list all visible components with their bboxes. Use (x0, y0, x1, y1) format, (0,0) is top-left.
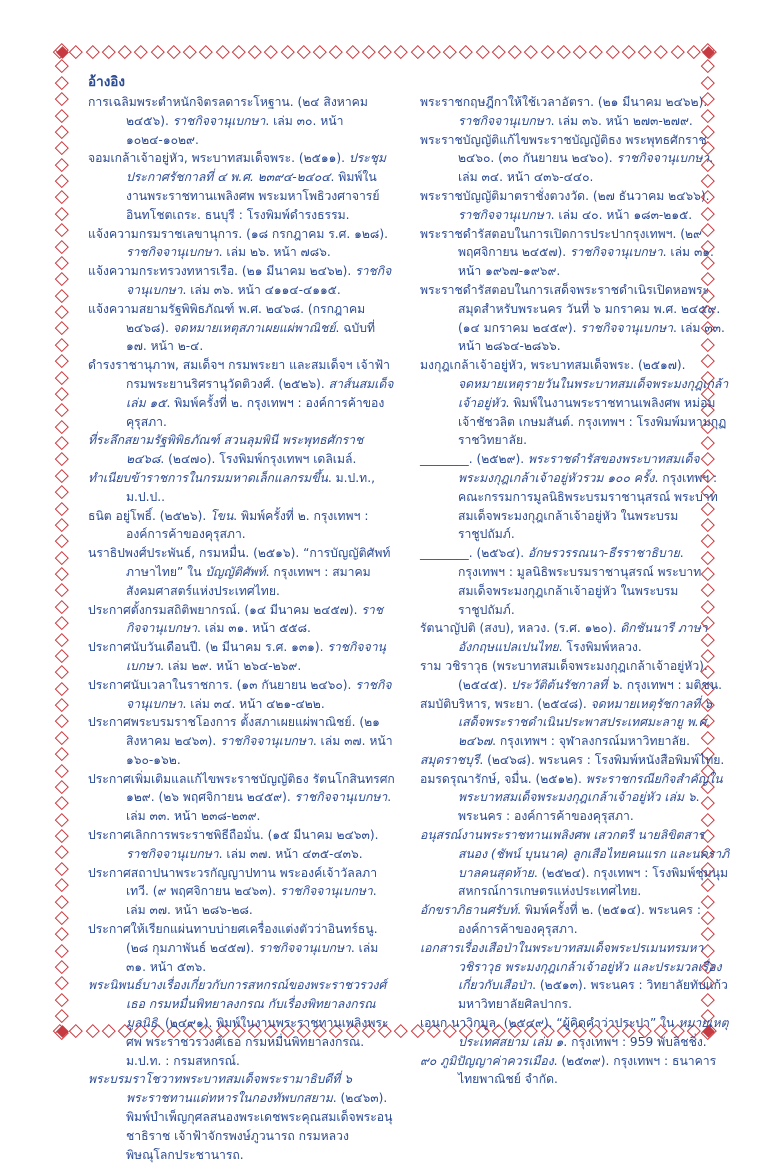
border-diamond (55, 420, 69, 434)
reference-entry-right-17 (420, 1014, 732, 1052)
border-diamond (55, 92, 69, 106)
reference-text: สมบัติบริหาร, พระยา. (๒๕๔๘). (420, 696, 591, 711)
reference-entry-right-12 (420, 751, 732, 770)
reference-text: . (๒๕๑๓). พระนคร : วิทยาลัยทับแก้ว มหาวิทยาลัยศิลปากร. (458, 978, 728, 1012)
reference-entry-right-4 (420, 225, 732, 281)
reference-text: รัตนาญัปติ (สงบ), หลวง. (ร.ศ. ๑๒๐). (420, 621, 621, 636)
reference-text: . โรงพิมพ์หลวง. (558, 640, 642, 655)
border-diamond (508, 45, 522, 59)
reference-text: พระราชดำรัสตอบในการเปิดการประปากรุงเทพฯ. (๒๙ พฤศจิกายน ๒๔๕๗). (420, 226, 702, 260)
reference-entry-right-16 (420, 939, 732, 1014)
border-diamond (524, 45, 538, 59)
reference-entry-right-10 (420, 657, 732, 695)
border-diamond (55, 747, 69, 761)
border-diamond (232, 45, 246, 59)
border-diamond (297, 45, 311, 59)
border-diamond (55, 649, 69, 663)
border-diamond (55, 682, 69, 696)
border-diamond (264, 45, 278, 59)
reference-text: . กรุงเทพฯ : มติชน. (618, 677, 722, 692)
reference-text: . เล่ม ๓๔. หน้า ๔๓๖-๔๔๐. (458, 151, 714, 185)
border-diamond (411, 45, 425, 59)
border-diamond (492, 45, 506, 59)
reference-entry-right-7 (420, 450, 732, 544)
reference-title-text: อนุสรณ์งานพระราชทานเพลิงศพ เสวกตรี นายลิขิตสารสนอง (ชัพน์ บุนนาค) ลูกเสือไทยคนแรก และนคราภิบาลคนสุดท้าย (420, 828, 730, 880)
border-diamond (701, 76, 715, 90)
border-diamond (55, 993, 69, 1007)
reference-text: มงกุฎเกล้าเจ้าอยู่หัว, พระบาทสมเด็จพระ. (๒๕๑๗). (420, 358, 686, 373)
border-diamond (557, 45, 571, 59)
reference-entry-right-15 (420, 901, 732, 939)
reference-title-text: ราชกิจจานุเบกษา (126, 264, 392, 297)
border-diamond (55, 436, 69, 450)
reference-title-text: ราชกิจจานุเบกษา (126, 245, 219, 260)
reference-text: . เล่ม ๓๗. หน้า ๔๓๕-๔๓๖. (218, 846, 363, 861)
reference-title-text: โขน (210, 508, 234, 523)
reference-title-text: พระราชกรณียกิจสำคัญในพระบาทสมเด็จพระมงกุฎเกล้าเจ้าอยู่หัว เล่ม ๖ (458, 771, 723, 805)
reference-text: ประกาศนับเวลาในราชการ. (๑๓ กันยายน ๒๔๖๐). (88, 677, 356, 692)
reference-entry-left-15 (88, 770, 396, 826)
reference-entry-left-1 (88, 93, 396, 149)
reference-text: . เล่ม ๔๐. หน้า ๑๘๓-๒๑๕. (550, 207, 693, 222)
reference-text: . ฉบับที่ ๑๗. หน้า ๒-๔. (126, 320, 376, 354)
border-diamond (701, 59, 715, 73)
reference-title-text: พระราชดำรัสของพระบาทสมเด็จพระมงกุฎเกล้าเจ้าอยู่หัวรวม ๑๐๐ ครั้ง (458, 452, 700, 485)
border-diamond (55, 976, 69, 990)
reference-title-text: จดหมายเหตุสภาเผยแผ่พาณิชย์ (172, 320, 336, 335)
border-diamond (55, 240, 69, 254)
reference-text: . เล่ม ๓๖. หน้า ๒๗๓-๒๗๙. (550, 113, 693, 128)
border-diamond (134, 45, 148, 59)
border-diamond (55, 927, 69, 941)
border-diamond (55, 583, 69, 597)
reference-entry-left-20 (88, 1070, 396, 1164)
reference-entry-right-8 (420, 544, 732, 619)
reference-title-text: ราชกิจจานุเบกษา (172, 113, 266, 128)
reference-title-text: ราชกิจจานุเบกษา (126, 677, 392, 711)
reference-entry-left-6 (88, 356, 396, 431)
reference-text: ________. (๒๕๖๔). (420, 546, 528, 561)
border-diamond (671, 45, 685, 59)
reference-text: นราธิปพงศ์ประพันธ์, กรมหมื่น. (๒๕๑๖). “การบัญญัติศัพท์ภาษาไทย” ใน (88, 546, 391, 579)
border-diamond (55, 845, 69, 859)
border-diamond (69, 45, 83, 59)
reference-text: การเฉลิมพระตำหนักจิตรลดาระโหฐาน. (๒๔ สิงหาคม ๒๔๕๖). (88, 95, 368, 128)
reference-title-text: ดิกชันนารี ภาษาอังกฤษแปลเปนไทย (458, 621, 708, 655)
reference-text: . พิมพ์ครั้งที่ ๒. (๒๕๑๔). พระนคร : องค์การค้าของคุรุสภา. (458, 903, 701, 937)
border-diamond (476, 45, 490, 59)
reference-text: . ม.ป.ท., ม.ป.ป.. (126, 470, 375, 504)
reference-text: . กรุงเทพฯ : คณะกรรมการมูลนิธิพระบรมราชานุสรณ์ พระบาทสมเด็จพระมงกุฎเกล้าเจ้าอยู่หัว ในพระบรมราชูปถัมภ์. (458, 470, 718, 542)
border-diamond (606, 45, 620, 59)
border-diamond (55, 960, 69, 974)
reference-text: ประกาศตั้งกรมสถิติพยากรณ์. (๑๔ มีนาคม ๒๔๕๗). (88, 602, 362, 617)
border-diamond (55, 289, 69, 303)
reference-title-text: ๙๐ ภูมิปัญญาค่าควรเมือง (420, 1053, 554, 1068)
border-diamond (313, 45, 327, 59)
reference-text: เอนก นาวิกมูล. (๒๕๔๙). “ผู้คิดคำว่าประปา” ใน (420, 1016, 679, 1031)
border-diamond (55, 567, 69, 581)
border-diamond (55, 895, 69, 909)
border-diamond (55, 534, 69, 548)
reference-text: . กรุงเทพฯ : มูลนิธิพระบรมราชานุสรณ์ พระบาทสมเด็จพระมงกุฎเกล้าเจ้าอยู่หัว ในพระบรมราชูปถัมภ์. (458, 546, 702, 617)
reference-title-text: จดหมายเหตุรัชกาลที่ ๖ เสด็จพระราชดำเนินประพาสประเทศมะลายู พ.ศ. ๒๔๖๗ (458, 696, 712, 749)
border-diamond (55, 813, 69, 827)
reference-entry-left-13 (88, 676, 396, 714)
reference-title-text: จดหมายเหตุรายวันในพระบาทสมเด็จพระมงกุฎเกล้าเจ้าอยู่หัว (458, 376, 729, 410)
reference-entry-left-11 (88, 601, 396, 639)
reference-text: . กรุงเทพฯ : จุฬาลงกรณ์มหาวิทยาลัย. (492, 734, 690, 749)
reference-entry-left-7 (88, 431, 396, 469)
border-diamond (69, 1024, 83, 1038)
reference-entry-left-3 (88, 225, 396, 263)
border-diamond (55, 403, 69, 417)
reference-entry-left-9 (88, 507, 396, 545)
reference-title-text: เอกสารเรื่องเสือป่าในพระบาทสมเด็จพระปรเมนทรมหาวชิราวุธ พระมงกุฎเกล้าเจ้าอยู่หัว และประมวลเรื่องเกี่ยวกับเสือป่า (420, 940, 722, 993)
reference-title-text: พระนิพนธ์บางเรื่องเกี่ยวกับการสหกรณ์ของพระราชวรวงศ์เธอ กรมหมื่นพิทยาลงกรณ กับเรื่องพิทยาลงกรณมูลนิธิ (88, 978, 387, 1031)
reference-text: ประกาศพระบรมราชโองการ ตั้งสภาเผยแผ่พาณิชย์. (๒๑ สิงหาคม ๒๔๖๓). (88, 715, 380, 749)
border-diamond (55, 764, 69, 778)
reference-title-text: ที่ระลึกสยามรัฐพิพิธภัณฑ์ สวนลุมพินี พระพุทธศักราช ๒๔๖๘ (88, 433, 364, 467)
border-left (55, 45, 69, 1038)
reference-text: ประกาศให้เรียกแผ่นทาบบ่ายศเครื่องแต่งตัวว่าอินทร์ธนู. (๒๘ กุมภาพันธ์ ๒๔๕๗). (88, 922, 378, 955)
border-diamond (55, 911, 69, 925)
border-diamond (102, 45, 116, 59)
reference-title-text: ราชกิจจานุเบกษา (126, 846, 219, 861)
border-diamond (346, 45, 360, 59)
reference-entry-left-18 (88, 920, 396, 976)
border-diamond (55, 109, 69, 123)
reference-text: . (๒๕๒๔). กรุงเทพฯ : โรงพิมพ์ชุมนุมสหกรณ์การเกษตรแห่งประเทศไทย. (458, 865, 729, 899)
reference-title-text: ราชกิจจานุเบกษา (126, 640, 386, 673)
reference-text: . เล่ม ๓๑. หน้า ๕๕๘. (197, 621, 311, 636)
reference-text: . พิมพ์ครั้งที่ ๒. กรุงเทพฯ : องค์การค้าของคุรุสภา. (126, 508, 369, 542)
reference-entry-left-14 (88, 713, 396, 769)
reference-text: . พิมพ์ครั้งที่ ๒. กรุงเทพฯ : องค์การค้าของคุรุสภา. (126, 395, 385, 429)
reference-title-text: ราชกิจจานุเบกษา (458, 207, 551, 222)
border-diamond (55, 796, 69, 810)
reference-title-text: ราชกิจจานุเบกษา (280, 884, 373, 899)
border-diamond (55, 305, 69, 319)
reference-text: . (๒๔๗๐). โรงพิมพ์กรุงเทพฯ เดลิเมล์. (160, 452, 357, 467)
reference-title-text: ทำเนียบข้าราชการในกรมมหาดเล็กแลกรมขึ้น (88, 470, 328, 485)
border-diamond (167, 45, 181, 59)
reference-text: . พิมพ์ในงานพระราชทานเพลิงศพ หม่อมเจ้าชัชวลิต เกษมสันต์. กรุงเทพฯ : โรงพิมพ์มหามกุฏราชวิทยาลัย. (458, 395, 727, 448)
border-diamond (654, 45, 668, 59)
reference-entry-right-18 (420, 1052, 732, 1090)
reference-title-text: สมุดราชบุรี (420, 752, 480, 767)
border-diamond (199, 45, 213, 59)
border-diamond (55, 469, 69, 483)
reference-text: ประกาศเพิ่มเติมแลแก้ไขพระราชบัญญัติธง รัตนโกสินทรศก ๑๒๙. (๒๖ พฤศจิกายน ๒๔๕๙). (88, 771, 395, 805)
reference-text: ดำรงราชานุภาพ, สมเด็จฯ กรมพระยา และสมเด็จฯ เจ้าฟ้า กรมพระยานริศรานุวัดติวงศ์. (๒๕๒๖). (88, 358, 391, 391)
reference-entry-left-16 (88, 826, 396, 864)
reference-list-left (88, 93, 396, 1164)
reference-entry-right-14 (420, 826, 732, 901)
border-diamond (55, 829, 69, 843)
reference-text: . พิมพ์ในงานพระราชทานเพลิงศพ พระมหาโพธิวงศาจารย์ อินทโชตเถระ. ธนบุรี : โรงพิมพ์ดำรงธรรม. (126, 170, 380, 222)
reference-title-text: บัญญัติศัพท์ (205, 564, 266, 579)
border-diamond (151, 45, 165, 59)
border-top (55, 45, 715, 59)
border-diamond (55, 59, 69, 73)
reference-title-text: พระบรมราโชวาทพระบาทสมเด็จพระรามาธิบดีที่ ๖ พระราชทานแด่ทหารในกองทัพบกสยาม (88, 1072, 352, 1106)
border-diamond (459, 45, 473, 59)
reference-list-right (420, 93, 732, 1089)
reference-text: . พระนคร : องค์การค้าของคุรุสภา. (458, 790, 700, 824)
reference-text: ประกาศเลิกการพระราชพิธีถือมั่น. (๑๕ มีนาคม ๒๔๖๓). (88, 828, 379, 843)
reference-entry-right-9 (420, 619, 732, 657)
border-diamond (622, 45, 636, 59)
reference-text: ประกาศสถาปนาพระวรกัญญาปทาน พระองค์เจ้าวัลลภาเทวี. (๙ พฤศจิกายน ๒๔๖๓). (88, 865, 378, 899)
border-diamond (55, 272, 69, 286)
reference-text: พระราชบัญญัติแก้ไขพระราชบัญญัติธง พระพุทธศักราช ๒๔๖๐. (๓๐ กันยายน ๒๔๖๐). (420, 132, 707, 166)
reference-entry-right-6 (420, 356, 732, 450)
page-title: อ้างอิง (88, 74, 125, 90)
reference-text: . กรุงเทพฯ : สมาคมสังคมศาสตร์แห่งประเทศไทย. (126, 564, 371, 598)
reference-entry-right-11 (420, 695, 732, 751)
reference-text: ราม วชิราวุธ (พระบาทสมเด็จพระมงกุฎเกล้าเจ้าอยู่หัว). (๒๕๔๕). (420, 658, 708, 692)
reference-title-text: อักษรวรรณนา-ธีรราชาธิบาย (527, 546, 680, 561)
border-diamond (55, 174, 69, 188)
border-diamond (55, 518, 69, 532)
border-diamond (55, 862, 69, 876)
reference-entry-right-5 (420, 281, 732, 356)
border-diamond (55, 633, 69, 647)
border-diamond (55, 256, 69, 270)
reference-text: . เล่ม ๓๗. หน้า ๒๘๖-๒๘. (126, 884, 377, 918)
reference-entry-left-4 (88, 262, 396, 300)
reference-text: . เล่ม ๓๓. หน้า ๒๓๘-๒๓๙. (126, 790, 392, 824)
reference-entry-right-13 (420, 770, 732, 826)
border-diamond (55, 600, 69, 614)
reference-entry-left-12 (88, 638, 396, 676)
reference-entry-left-10 (88, 544, 396, 600)
reference-title-text: ราชกิจจานุเบกษา (616, 151, 710, 166)
border-diamond (55, 207, 69, 221)
border-diamond (55, 698, 69, 712)
reference-text: . เล่ม ๓๐. หน้า ๑๐๒๔-๑๐๒๙. (126, 113, 344, 147)
reference-title-text: ประชุมประกาศรัชกาลที่ ๔ พ.ศ. ๒๓๙๔-๒๔๐๔ (126, 151, 387, 185)
reference-title-text: สาส์นสมเด็จ เล่ม ๑๕ (126, 376, 394, 410)
reference-entry-left-8 (88, 469, 396, 507)
border-diamond (55, 321, 69, 335)
reference-entry-right-2 (420, 131, 732, 187)
reference-title-text: ราชกิจจานุเบกษา (294, 790, 388, 805)
reference-entry-right-1 (420, 93, 732, 131)
border-diamond (638, 45, 652, 59)
reference-text: พระราชบัญญัติมาตราชั่งตวงวัด. (๒๗ ธันวาคม ๒๔๖๖). (420, 188, 710, 203)
border-diamond (55, 1009, 69, 1023)
reference-text: ธนิต อยู่โพธิ์. (๒๕๒๖). (88, 508, 211, 523)
border-diamond (281, 45, 295, 59)
reference-entry-left-5 (88, 300, 396, 356)
reference-title-text: ราชกิจจานุเบกษา (220, 734, 313, 749)
reference-text: . เล่ม ๓๖. หน้า ๔๑๑๔-๔๑๑๕. (182, 282, 341, 297)
reference-text: ________. (๒๕๒๙). (420, 452, 528, 467)
reference-text: . (๒๔๖๘). พระนคร : โรงพิมพ์หนังสือพิมพ์ไทย. (479, 752, 725, 767)
reference-title-text: ราชกิจจานุเบกษา (580, 320, 674, 335)
reference-text: . เล่ม ๓๑. หน้า ๑๙๖๗-๑๙๖๙. (458, 245, 714, 279)
border-diamond (394, 45, 408, 59)
border-diamond (687, 45, 701, 59)
reference-title-text: ราชกิจจานุเบกษา (570, 245, 663, 260)
border-diamond (589, 45, 603, 59)
reference-title-text: ราชกิจจานุเบกษา (126, 602, 384, 636)
border-diamond (55, 371, 69, 385)
border-diamond (55, 485, 69, 499)
reference-entry-right-3 (420, 187, 732, 225)
reference-title-text: หมายเหตุประเทศสยาม เล่ม ๑ (458, 1016, 729, 1049)
reference-text: อมรดรุณารักษ์, จมื่น. (๒๕๑๒). (420, 771, 586, 786)
border-diamond (55, 944, 69, 958)
reference-text: ประกาศนับวันเดือนปี. (๒ มีนาคม ร.ศ. ๑๓๑). (88, 640, 328, 655)
reference-text: . เล่ม ๓๑. หน้า ๕๓๖. (126, 940, 379, 974)
reference-text: แจ้งความกรมราชเลขานุการ. (๑๘ กรกฎาคม ร.ศ. ๑๒๘). (88, 226, 388, 241)
reference-text: . (๒๔๖๓). พิมพ์บำเพ็ญกุศลสนองพระเดชพระคุณสมเด็จพระอนุชาธิราช เจ้าฟ้าจักรพงษ์ภูวนารถ กรมหลวงพิษณุโลกประชานารถ. (126, 1091, 393, 1162)
border-diamond (573, 45, 587, 59)
reference-text: . เล่ม ๒๙. หน้า ๒๖๔-๒๖๙. (160, 658, 302, 673)
reference-entry-left-19 (88, 976, 396, 1070)
border-diamond (55, 551, 69, 565)
border-diamond (55, 141, 69, 155)
reference-text: . กรุงเทพฯ : 959 พับลิชชิ่ง. (563, 1034, 707, 1049)
reference-text: แจ้งความกระทรวงทหารเรือ. (๒๑ มีนาคม ๒๔๖๒). (88, 264, 356, 279)
reference-entry-left-2 (88, 149, 396, 224)
reference-text: . (๒๕๓๙). กรุงเทพฯ : ธนาคารไทยพาณิชย์ จำกัด. (458, 1053, 717, 1087)
reference-title-text: ราชกิจจานุเบกษา (258, 940, 351, 955)
reference-text: แจ้งความสยามรัฐพิพิธภัณฑ์ พ.ศ. ๒๔๖๘. (กรกฎาคม ๒๔๖๘). (88, 301, 366, 335)
border-diamond (55, 452, 69, 466)
border-diamond (55, 158, 69, 172)
border-diamond (118, 45, 132, 59)
border-diamond (248, 45, 262, 59)
border-diamond (183, 45, 197, 59)
border-diamond (55, 76, 69, 90)
border-diamond (55, 878, 69, 892)
border-diamond (541, 45, 555, 59)
border-diamond (55, 780, 69, 794)
border-diamond (55, 502, 69, 516)
reference-text: พระราชดำรัสตอบในการเสด็จพระราชดำเนิรเปิดหอพระสมุดสำหรับพระนคร วันที่ ๖ มกราคม พ.ศ. ๒๔๕๙. (๑๔ มกราคม ๒๔๕๙). (420, 282, 721, 335)
border-diamond (55, 731, 69, 745)
reference-title-text: ประวัติต้นรัชกาลที่ ๖ (510, 677, 619, 692)
border-diamond (329, 45, 343, 59)
border-diamond (394, 1024, 408, 1038)
reference-text: จอมเกล้าเจ้าอยู่หัว, พระบาทสมเด็จพระ. (๒๕๑๑). (88, 151, 349, 166)
reference-entry-left-17 (88, 864, 396, 920)
border-diamond (55, 616, 69, 630)
border-diamond (443, 45, 457, 59)
reference-title-text: อักขราภิธานศรับท์ (420, 903, 518, 918)
border-diamond (55, 190, 69, 204)
border-diamond (362, 45, 376, 59)
border-diamond (55, 665, 69, 679)
border-diamond (55, 223, 69, 237)
border-diamond (55, 338, 69, 352)
reference-title-text: ราชกิจจานุเบกษา (458, 113, 551, 128)
reference-text: . เล่ม ๓๔. หน้า ๔๒๑-๔๒๒. (182, 696, 325, 711)
reference-text: . (๒๔๙๑). พิมพ์ในงานพระราชทานเพลิงพระศพ พระราชวรวงศ์เธอ กรมหมื่นพิทยาลงกรณ. ม.ป.ท. : กรมสหกรณ์. (126, 1016, 389, 1068)
border-diamond (86, 45, 100, 59)
reference-text: พระราชกฤษฎีกาให้ใช้เวลาอัตรา. (๒๑ มีนาคม ๒๔๖๒). (420, 95, 708, 109)
border-diamond (55, 387, 69, 401)
reference-text: . เล่ม ๓๓. หน้า ๒๘๖๔-๒๘๖๖. (458, 320, 725, 354)
border-diamond (378, 45, 392, 59)
border-diamond (216, 45, 230, 59)
reference-text: . เล่ม ๒๖. หน้า ๗๘๖. (218, 245, 331, 260)
reference-text: . เล่ม ๓๗. หน้า ๑๖๐-๑๖๒. (126, 734, 393, 767)
border-diamond (55, 125, 69, 139)
border-diamond (427, 45, 441, 59)
border-diamond (55, 354, 69, 368)
border-diamond (55, 714, 69, 728)
